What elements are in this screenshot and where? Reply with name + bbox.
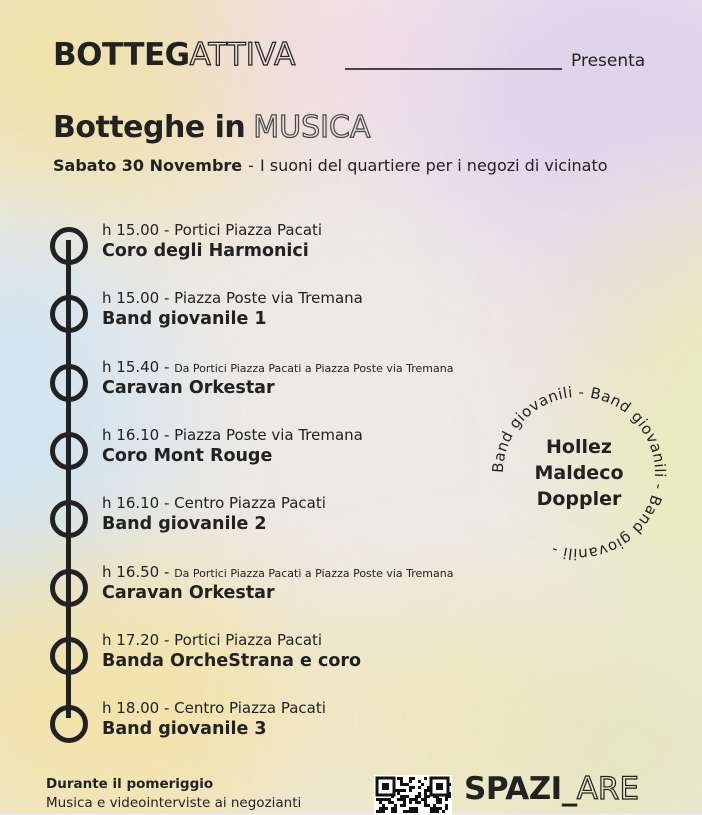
logo-outline: ARE <box>576 771 640 807</box>
bands-badge <box>488 382 670 564</box>
event-tagline: I suoni del quartiere per i negozi di vicinato <box>259 156 608 175</box>
schedule-performer: Caravan Orkestar <box>102 377 275 398</box>
schedule-time <box>102 289 363 307</box>
brand-outline: ATTIVA <box>189 37 296 73</box>
subtitle-separator: - <box>248 156 254 175</box>
schedule-time <box>102 426 363 444</box>
schedule-item <box>102 289 363 329</box>
timeline-node <box>50 364 88 402</box>
schedule-item <box>102 426 363 466</box>
schedule-time-text: h 17.20 - Portici Piazza Pacati <box>102 630 323 649</box>
schedule-item <box>102 563 453 603</box>
footer-title: Durante il pomeriggio <box>46 776 214 792</box>
event-date: Sabato 30 Novembre <box>53 156 243 175</box>
schedule-time-text: h 15.40 - <box>102 357 170 376</box>
timeline-node <box>50 637 88 675</box>
schedule-time-text: h 15.00 - Piazza Poste via Tremana <box>102 289 363 308</box>
schedule-time-text: h 18.00 - Centro Piazza Pacati <box>102 699 326 718</box>
band-name: Doppler <box>536 488 622 510</box>
timeline-node <box>50 569 88 607</box>
schedule-item <box>102 358 453 398</box>
schedule-time <box>102 221 322 239</box>
band-name: Hollez <box>546 436 612 458</box>
schedule-time-text: h 15.00 - Portici Piazza Pacati <box>102 221 323 239</box>
presents-label: Presenta <box>571 51 646 71</box>
schedule-item <box>102 699 326 739</box>
schedule-time <box>102 631 361 649</box>
qr-code-icon[interactable] <box>374 775 452 815</box>
schedule-time <box>102 699 326 717</box>
schedule-time-text: h 16.50 - <box>102 562 170 581</box>
header-divider <box>345 68 562 70</box>
schedule-item <box>102 494 326 534</box>
schedule-performer: Coro degli Harmonici <box>102 241 309 261</box>
footer-subtitle: Musica e videointerviste ai negozianti <box>46 795 302 811</box>
logo-bold: SPAZI_ <box>464 771 577 807</box>
event-subtitle <box>53 156 608 175</box>
band-name: Maldeco <box>534 462 624 484</box>
schedule-route-note: Da Portici Piazza Pacati a Piazza Poste via Tremana <box>174 361 454 375</box>
schedule-time <box>102 563 453 581</box>
brand-bold: BOTTEG <box>53 37 190 73</box>
title-outline: MUSICA <box>253 110 371 145</box>
schedule-route-note: Da Portici Piazza Pacati a Piazza Poste via Tremana <box>174 566 454 580</box>
schedule-performer: Banda OrcheStrana e coro <box>102 650 362 671</box>
badge-names <box>488 434 670 512</box>
badge-ring-text: Band giovanili - Band giovanili - Band giovanili - <box>488 382 670 564</box>
schedule-time <box>102 358 453 376</box>
schedule-time <box>102 494 326 512</box>
schedule-time-text: h 16.10 - Piazza Poste via Tremana <box>102 425 363 444</box>
schedule-item <box>102 631 361 671</box>
schedule-performer: Coro Mont Rouge <box>102 445 273 466</box>
timeline-node <box>50 227 88 265</box>
timeline-node <box>50 500 88 538</box>
title-bold: Botteghe in <box>53 110 246 145</box>
schedule-item <box>102 221 322 261</box>
timeline-node <box>50 705 88 743</box>
brand-logo <box>53 37 295 73</box>
timeline-node <box>50 432 88 470</box>
schedule-performer: Caravan Orkestar <box>102 582 275 603</box>
event-title <box>53 110 370 145</box>
spazi-are-logo <box>464 771 639 807</box>
schedule-performer: Band giovanile 2 <box>102 514 267 535</box>
schedule-time-text: h 16.10 - Centro Piazza Pacati <box>102 494 326 513</box>
schedule-performer: Band giovanile 3 <box>102 719 267 740</box>
schedule-performer: Band giovanile 1 <box>102 309 267 330</box>
